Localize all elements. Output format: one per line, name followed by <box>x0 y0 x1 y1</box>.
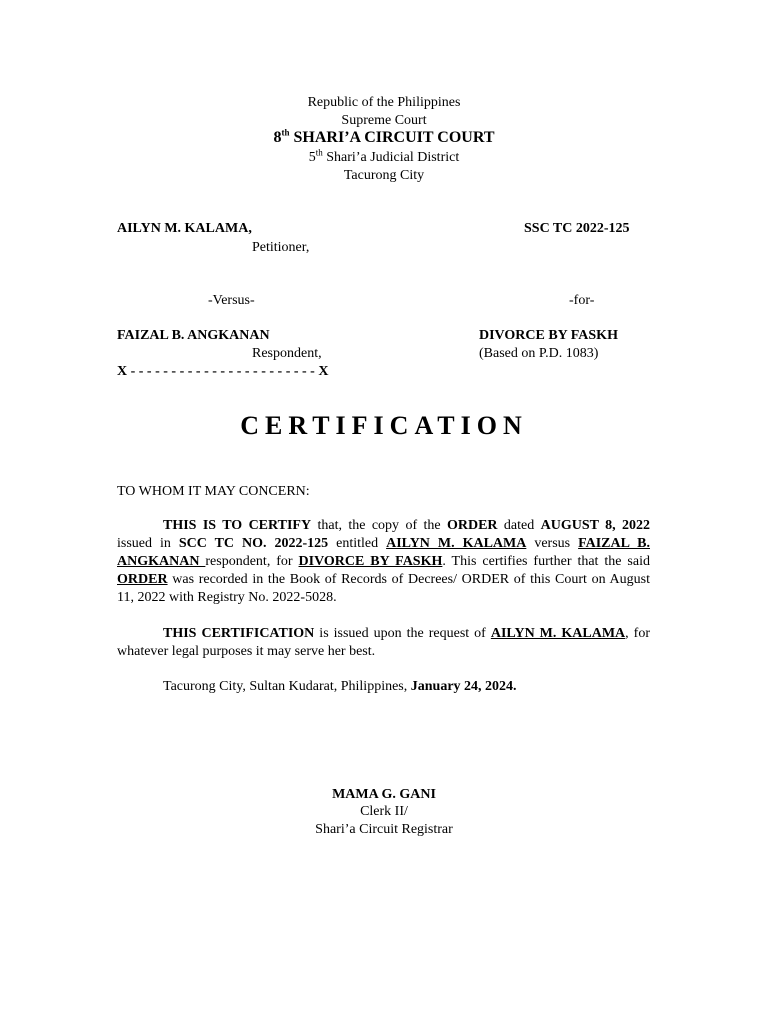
court-name: SHARI’A CIRCUIT COURT <box>293 129 495 146</box>
republic-line: Republic of the Philippines <box>307 95 461 110</box>
case-number: SSC TC 2022-125 <box>524 221 630 236</box>
para1-text-7: . This certifies further that the said <box>442 554 650 569</box>
petitioner-role: Petitioner, <box>252 240 310 255</box>
para2-text-1: is issued upon the request of <box>314 626 491 641</box>
para2-lead: THIS CERTIFICATION <box>163 626 315 641</box>
court-ordinal-suffix: th <box>281 127 290 138</box>
para1-case-ref: SCC TC NO. 2022-125 <box>178 536 329 551</box>
signatory-name: MAMA G. GANI <box>332 787 436 802</box>
court-ordinal: 8 <box>273 129 282 146</box>
para1-date: AUGUST 8, 2022 <box>540 518 651 533</box>
para1-order-2: ORDER <box>117 572 168 587</box>
place-date-paragraph <box>117 678 650 696</box>
para1-order-1: ORDER <box>446 518 498 533</box>
para1-text-3: issued in <box>117 536 179 551</box>
case-type: DIVORCE BY FASKH <box>479 328 618 343</box>
for-label: -for- <box>569 293 595 308</box>
supreme-court-line: Supreme Court <box>341 113 427 128</box>
court-name-line <box>0 129 768 147</box>
caption-separator: X - - - - - - - - - - - - - - - - - - - - - - - X <box>117 364 329 379</box>
para1-respondent: FAIZAL B. ANGKANAN <box>117 536 650 569</box>
salutation: TO WHOM IT MAY CONCERN: <box>117 484 310 499</box>
para2-text-2: , for whatever legal purposes it may serve her best. <box>117 626 650 659</box>
para1-text-2: dated <box>497 518 541 533</box>
para1-text-6: respondent, for <box>205 554 299 569</box>
signatory-office: Shari’a Circuit Registrar <box>315 822 453 837</box>
para1-text-5: versus <box>526 536 579 551</box>
document-title: CERTIFICATION <box>240 411 528 440</box>
para1-text-4: entitled <box>328 536 387 551</box>
city-line: Tacurong City <box>343 168 425 183</box>
para1-case-type: DIVORCE BY FASKH <box>298 554 443 569</box>
respondent-role: Respondent, <box>252 346 322 361</box>
para2-requester: AILYN M. KALAMA <box>490 626 626 641</box>
para1-petitioner: AILYN M. KALAMA <box>386 536 527 551</box>
versus-label: -Versus- <box>208 293 255 308</box>
district-ordinal: 5 <box>308 150 316 165</box>
certification-paragraph <box>117 517 650 607</box>
district-line <box>0 149 768 167</box>
para1-lead: THIS IS TO CERTIFY <box>163 518 312 533</box>
case-basis: (Based on P.D. 1083) <box>479 346 599 361</box>
para1-text-8: was recorded in the Book of Records of Decrees/ ORDER of this Court on August 11, 2022 with Registry No. 2022-5028. <box>117 572 650 605</box>
para1-text-1: that, the copy of the <box>311 518 447 533</box>
signatory-position: Clerk II/ <box>360 804 408 819</box>
district-name: Shari’a Judicial District <box>326 150 460 165</box>
para3-date: January 24, 2024. <box>410 679 517 694</box>
respondent-name: FAIZAL B. ANGKANAN <box>117 328 270 343</box>
district-ordinal-suffix: th <box>315 147 323 158</box>
para3-place: Tacurong City, Sultan Kudarat, Philippines, <box>163 679 411 694</box>
request-paragraph <box>117 625 650 661</box>
petitioner-name: AILYN M. KALAMA, <box>117 221 252 236</box>
